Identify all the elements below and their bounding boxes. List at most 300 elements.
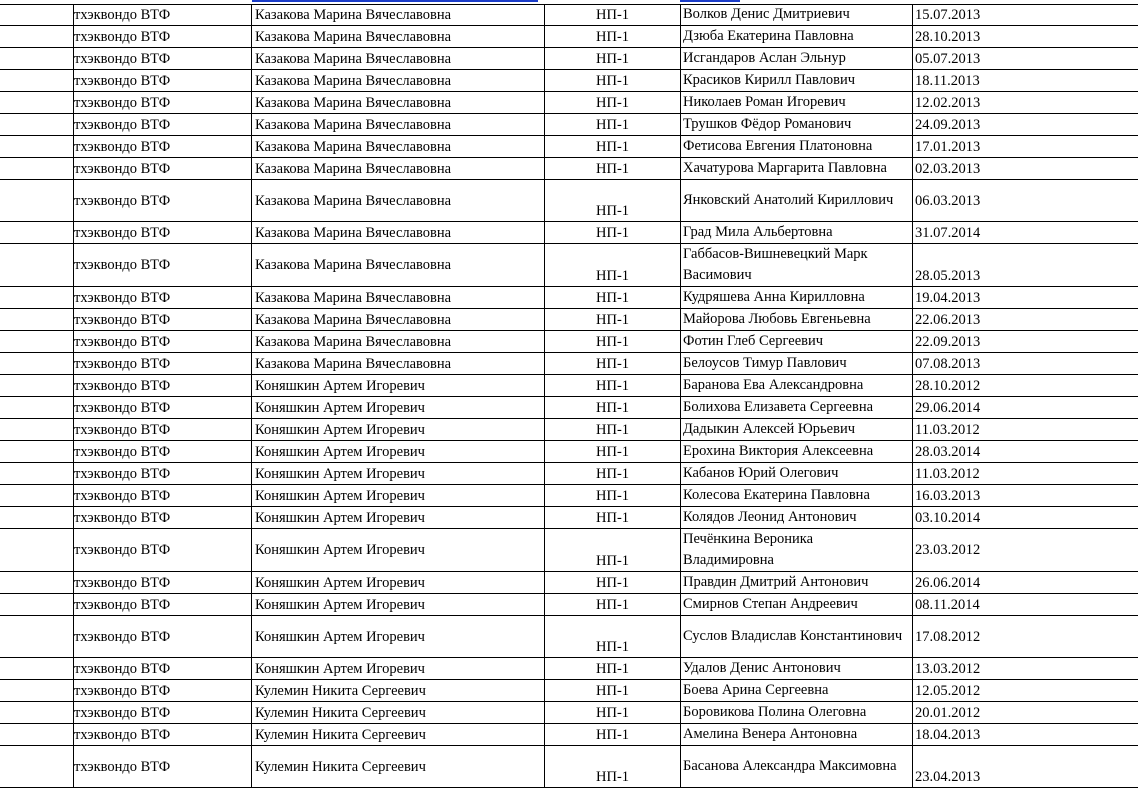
- birth-date-cell[interactable]: 24.09.2013: [913, 114, 1138, 136]
- row-spacer-cell[interactable]: [0, 463, 74, 485]
- empty-cell[interactable]: [545, 746, 597, 788]
- coach-cell[interactable]: Кулемин Никита Сергеевич: [252, 724, 545, 746]
- group-cell[interactable]: НП-1: [596, 114, 681, 136]
- group-cell[interactable]: НП-1: [596, 724, 681, 746]
- athlete-name: Фотин Глеб Сергеевич: [683, 331, 903, 352]
- empty-cell[interactable]: [545, 4, 597, 26]
- athlete-name: Белоусов Тимур Павлович: [683, 353, 903, 374]
- birth-date-cell[interactable]: 20.01.2012: [913, 702, 1138, 724]
- coach-cell[interactable]: Казакова Марина Вячеславовна: [252, 244, 545, 287]
- group-cell[interactable]: НП-1: [596, 529, 681, 572]
- empty-cell[interactable]: [545, 702, 597, 724]
- sport-label: тхэквондо ВТФ: [74, 757, 170, 777]
- row-spacer-cell[interactable]: [0, 309, 74, 331]
- birth-date-cell[interactable]: 26.06.2014: [913, 572, 1138, 594]
- sport-label: тхэквондо ВТФ: [74, 354, 170, 374]
- sport-cell[interactable]: [74, 463, 252, 485]
- athlete-cell[interactable]: [681, 507, 913, 529]
- sport-cell[interactable]: [74, 572, 252, 594]
- empty-cell[interactable]: [545, 724, 597, 746]
- empty-cell[interactable]: [545, 48, 597, 70]
- empty-cell[interactable]: [545, 180, 597, 222]
- sport-label: тхэквондо ВТФ: [74, 725, 170, 745]
- coach-cell[interactable]: Казакова Марина Вячеславовна: [252, 331, 545, 353]
- sport-label: тхэквондо ВТФ: [74, 595, 170, 615]
- athlete-cell[interactable]: [681, 702, 913, 724]
- birth-date-cell[interactable]: 22.09.2013: [913, 331, 1138, 353]
- sport-cell[interactable]: [74, 702, 252, 724]
- sport-cell[interactable]: [74, 441, 252, 463]
- sport-cell[interactable]: [74, 397, 252, 419]
- athlete-name: Правдин Дмитрий Антонович: [683, 572, 903, 593]
- table-row[interactable]: [0, 529, 1138, 572]
- coach-cell[interactable]: Коняшкин Артем Игоревич: [252, 441, 545, 463]
- sport-label: тхэквондо ВТФ: [74, 49, 170, 69]
- table-row[interactable]: [0, 26, 1138, 48]
- row-spacer-cell[interactable]: [0, 70, 74, 92]
- group-cell[interactable]: НП-1: [596, 507, 681, 529]
- table-row[interactable]: [0, 92, 1138, 114]
- group-cell[interactable]: НП-1: [596, 658, 681, 680]
- sport-cell[interactable]: [74, 485, 252, 507]
- sport-cell[interactable]: [74, 244, 252, 287]
- sport-label: тхэквондо ВТФ: [74, 464, 170, 484]
- sport-cell[interactable]: [74, 222, 252, 244]
- empty-cell[interactable]: [545, 26, 597, 48]
- sport-cell[interactable]: [74, 507, 252, 529]
- table-row[interactable]: [0, 658, 1138, 680]
- group-cell[interactable]: НП-1: [596, 485, 681, 507]
- birth-date-cell[interactable]: 18.11.2013: [913, 70, 1138, 92]
- athlete-name: Кудряшева Анна Кирилловна: [683, 287, 903, 308]
- sport-label: тхэквондо ВТФ: [74, 659, 170, 679]
- table-row[interactable]: [0, 48, 1138, 70]
- empty-cell[interactable]: [545, 463, 597, 485]
- athlete-cell[interactable]: [681, 463, 913, 485]
- group-cell[interactable]: НП-1: [596, 331, 681, 353]
- table-row[interactable]: [0, 244, 1138, 287]
- birth-date-cell[interactable]: 28.05.2013: [913, 244, 1138, 287]
- group-cell[interactable]: НП-1: [596, 309, 681, 331]
- cut-off-header-fragment-2: [680, 0, 740, 2]
- empty-cell[interactable]: [545, 419, 597, 441]
- row-spacer-cell[interactable]: [0, 114, 74, 136]
- empty-cell[interactable]: [545, 441, 597, 463]
- sport-label: тхэквондо ВТФ: [74, 376, 170, 396]
- group-cell[interactable]: НП-1: [596, 158, 681, 180]
- empty-cell[interactable]: [545, 594, 597, 616]
- coach-cell[interactable]: Казакова Марина Вячеславовна: [252, 26, 545, 48]
- birth-date-cell[interactable]: 28.10.2012: [913, 375, 1138, 397]
- table-row[interactable]: [0, 441, 1138, 463]
- table-row[interactable]: [0, 724, 1138, 746]
- coach-cell[interactable]: Коняшкин Артем Игоревич: [252, 658, 545, 680]
- sport-label: тхэквондо ВТФ: [74, 420, 170, 440]
- coach-cell[interactable]: Коняшкин Артем Игоревич: [252, 529, 545, 572]
- table-row[interactable]: [0, 180, 1138, 222]
- table-row[interactable]: [0, 702, 1138, 724]
- row-spacer-cell[interactable]: [0, 136, 74, 158]
- row-spacer-cell[interactable]: [0, 397, 74, 419]
- birth-date-cell[interactable]: 11.03.2012: [913, 419, 1138, 441]
- empty-cell[interactable]: [545, 397, 597, 419]
- group-cell[interactable]: НП-1: [596, 222, 681, 244]
- athlete-cell[interactable]: [681, 529, 913, 572]
- row-spacer-cell[interactable]: [0, 26, 74, 48]
- empty-cell[interactable]: [545, 485, 597, 507]
- birth-date-cell[interactable]: 23.03.2012: [913, 529, 1138, 572]
- athlete-cell[interactable]: [681, 4, 913, 26]
- sport-cell[interactable]: [74, 136, 252, 158]
- sport-cell[interactable]: [74, 746, 252, 788]
- row-spacer-cell[interactable]: [0, 529, 74, 572]
- empty-cell[interactable]: [545, 136, 597, 158]
- group-cell[interactable]: НП-1: [596, 353, 681, 375]
- table-row[interactable]: [0, 746, 1138, 788]
- sport-label: тхэквондо ВТФ: [74, 223, 170, 243]
- coach-cell[interactable]: Казакова Марина Вячеславовна: [252, 158, 545, 180]
- group-cell[interactable]: НП-1: [596, 441, 681, 463]
- empty-cell[interactable]: [545, 507, 597, 529]
- sport-label: тхэквондо ВТФ: [74, 442, 170, 462]
- coach-cell[interactable]: Казакова Марина Вячеславовна: [252, 222, 545, 244]
- athlete-cell[interactable]: [681, 746, 913, 788]
- sport-cell[interactable]: [74, 114, 252, 136]
- birth-date-cell[interactable]: 12.02.2013: [913, 92, 1138, 114]
- birth-date-cell[interactable]: 31.07.2014: [913, 222, 1138, 244]
- empty-cell[interactable]: [545, 375, 597, 397]
- sport-cell[interactable]: [74, 70, 252, 92]
- athlete-name: Удалов Денис Антонович: [683, 658, 903, 679]
- coach-cell[interactable]: Кулемин Никита Сергеевич: [252, 702, 545, 724]
- row-spacer-cell[interactable]: [0, 244, 74, 287]
- coach-cell[interactable]: Коняшкин Артем Игоревич: [252, 616, 545, 658]
- athlete-name: Баранова Ева Александровна: [683, 375, 903, 396]
- row-spacer-cell[interactable]: [0, 724, 74, 746]
- coach-cell[interactable]: Коняшкин Артем Игоревич: [252, 397, 545, 419]
- athlete-cell[interactable]: [681, 724, 913, 746]
- group-cell[interactable]: НП-1: [596, 244, 681, 287]
- athlete-cell[interactable]: [681, 441, 913, 463]
- athlete-name: Боровикова Полина Олеговна: [683, 702, 903, 723]
- empty-cell[interactable]: [545, 680, 597, 702]
- birth-date-cell[interactable]: 07.08.2013: [913, 353, 1138, 375]
- group-cell[interactable]: НП-1: [596, 70, 681, 92]
- sport-label: тхэквондо ВТФ: [74, 573, 170, 593]
- group-cell[interactable]: НП-1: [596, 397, 681, 419]
- table-row[interactable]: [0, 331, 1138, 353]
- sport-cell[interactable]: [74, 48, 252, 70]
- row-spacer-cell[interactable]: [0, 680, 74, 702]
- birth-date-cell[interactable]: 15.07.2013: [913, 4, 1138, 26]
- table-row[interactable]: [0, 463, 1138, 485]
- row-spacer-cell[interactable]: [0, 92, 74, 114]
- row-spacer-cell[interactable]: [0, 48, 74, 70]
- coach-cell[interactable]: Кулемин Никита Сергеевич: [252, 680, 545, 702]
- table-row[interactable]: [0, 309, 1138, 331]
- birth-date-cell[interactable]: 05.07.2013: [913, 48, 1138, 70]
- row-spacer-cell[interactable]: [0, 658, 74, 680]
- group-cell[interactable]: НП-1: [596, 92, 681, 114]
- sport-label: тхэквондо ВТФ: [74, 486, 170, 506]
- athlete-name: Красиков Кирилл Павлович: [683, 70, 903, 91]
- birth-date-cell[interactable]: 06.03.2013: [913, 180, 1138, 222]
- coach-cell[interactable]: Коняшкин Артем Игоревич: [252, 572, 545, 594]
- empty-cell[interactable]: [545, 114, 597, 136]
- sport-label: тхэквондо ВТФ: [74, 681, 170, 701]
- athlete-cell[interactable]: [681, 70, 913, 92]
- coach-cell[interactable]: Казакова Марина Вячеславовна: [252, 180, 545, 222]
- birth-date-cell[interactable]: 22.06.2013: [913, 309, 1138, 331]
- sport-cell[interactable]: [74, 158, 252, 180]
- athlete-cell[interactable]: [681, 375, 913, 397]
- athlete-cell[interactable]: [681, 397, 913, 419]
- table-row[interactable]: [0, 680, 1138, 702]
- athlete-cell[interactable]: [681, 26, 913, 48]
- athlete-name: Колядов Леонид Антонович: [683, 507, 903, 528]
- athlete-name: Басанова Александра Максимовна: [683, 756, 903, 777]
- coach-cell[interactable]: Казакова Марина Вячеславовна: [252, 353, 545, 375]
- row-spacer-cell[interactable]: [0, 746, 74, 788]
- row-spacer-cell[interactable]: [0, 4, 74, 26]
- coach-cell[interactable]: Казакова Марина Вячеславовна: [252, 70, 545, 92]
- athlete-name: Боева Арина Сергеевна: [683, 680, 903, 701]
- athlete-name: Град Мила Альбертовна: [683, 222, 903, 243]
- table-row[interactable]: [0, 70, 1138, 92]
- birth-date-cell[interactable]: 11.03.2012: [913, 463, 1138, 485]
- birth-date-cell[interactable]: 17.01.2013: [913, 136, 1138, 158]
- table-row[interactable]: [0, 158, 1138, 180]
- group-cell[interactable]: НП-1: [596, 572, 681, 594]
- table-row[interactable]: [0, 397, 1138, 419]
- birth-date-cell[interactable]: 28.10.2013: [913, 26, 1138, 48]
- sport-label: тхэквондо ВТФ: [74, 93, 170, 113]
- athlete-cell[interactable]: [681, 244, 913, 287]
- sport-label: тхэквондо ВТФ: [74, 398, 170, 418]
- sport-cell[interactable]: [74, 4, 252, 26]
- table-row[interactable]: [0, 507, 1138, 529]
- athlete-cell[interactable]: [681, 594, 913, 616]
- coach-cell[interactable]: Коняшкин Артем Игоревич: [252, 507, 545, 529]
- athlete-cell[interactable]: [681, 331, 913, 353]
- sport-cell[interactable]: [74, 529, 252, 572]
- coach-cell[interactable]: Коняшкин Артем Игоревич: [252, 594, 545, 616]
- sport-cell[interactable]: [74, 331, 252, 353]
- row-spacer-cell[interactable]: [0, 419, 74, 441]
- athlete-cell[interactable]: [681, 180, 913, 222]
- empty-cell[interactable]: [545, 658, 597, 680]
- table-row[interactable]: [0, 375, 1138, 397]
- coach-cell[interactable]: Казакова Марина Вячеславовна: [252, 48, 545, 70]
- group-cell[interactable]: НП-1: [596, 48, 681, 70]
- row-spacer-cell[interactable]: [0, 616, 74, 658]
- athlete-name: Трушков Фёдор Романович: [683, 114, 903, 135]
- athlete-cell[interactable]: [681, 222, 913, 244]
- athletes-table-body: [0, 4, 1138, 788]
- athlete-name: Печёнкина Вероника Владимировна: [683, 529, 903, 571]
- sport-label: тхэквондо ВТФ: [74, 508, 170, 528]
- birth-date-cell[interactable]: 23.04.2013: [913, 746, 1138, 788]
- athlete-name: Исгандаров Аслан Эльнур: [683, 48, 903, 69]
- group-cell[interactable]: НП-1: [596, 375, 681, 397]
- athlete-cell[interactable]: [681, 309, 913, 331]
- athlete-cell[interactable]: [681, 419, 913, 441]
- empty-cell[interactable]: [545, 572, 597, 594]
- group-cell[interactable]: НП-1: [596, 616, 681, 658]
- row-spacer-cell[interactable]: [0, 441, 74, 463]
- athlete-cell[interactable]: [681, 48, 913, 70]
- sport-cell[interactable]: [74, 616, 252, 658]
- athlete-cell[interactable]: [681, 485, 913, 507]
- birth-date-cell[interactable]: 13.03.2012: [913, 658, 1138, 680]
- sport-label: тхэквондо ВТФ: [74, 137, 170, 157]
- row-spacer-cell[interactable]: [0, 507, 74, 529]
- row-spacer-cell[interactable]: [0, 353, 74, 375]
- athlete-cell[interactable]: [681, 658, 913, 680]
- athlete-name: Ерохина Виктория Алексеевна: [683, 441, 903, 462]
- sport-cell[interactable]: [74, 180, 252, 222]
- coach-cell[interactable]: Казакова Марина Вячеславовна: [252, 114, 545, 136]
- group-cell[interactable]: НП-1: [596, 419, 681, 441]
- sport-cell[interactable]: [74, 594, 252, 616]
- sport-cell[interactable]: [74, 92, 252, 114]
- coach-cell[interactable]: Кулемин Никита Сергеевич: [252, 746, 545, 788]
- birth-date-cell[interactable]: 03.10.2014: [913, 507, 1138, 529]
- sport-label: тхэквондо ВТФ: [74, 627, 170, 647]
- coach-cell[interactable]: Коняшкин Артем Игоревич: [252, 375, 545, 397]
- row-spacer-cell[interactable]: [0, 158, 74, 180]
- row-spacer-cell[interactable]: [0, 331, 74, 353]
- sport-label: тхэквондо ВТФ: [74, 115, 170, 135]
- sport-cell[interactable]: [74, 680, 252, 702]
- table-row[interactable]: [0, 616, 1138, 658]
- row-spacer-cell[interactable]: [0, 180, 74, 222]
- athlete-cell[interactable]: [681, 287, 913, 309]
- birth-date-cell[interactable]: 18.04.2013: [913, 724, 1138, 746]
- empty-cell[interactable]: [545, 244, 597, 287]
- coach-cell[interactable]: Коняшкин Артем Игоревич: [252, 463, 545, 485]
- empty-cell[interactable]: [545, 616, 597, 658]
- athlete-name: Николаев Роман Игоревич: [683, 92, 903, 113]
- table-row[interactable]: [0, 594, 1138, 616]
- group-cell[interactable]: НП-1: [596, 702, 681, 724]
- group-cell[interactable]: НП-1: [596, 26, 681, 48]
- athlete-cell[interactable]: [681, 680, 913, 702]
- row-spacer-cell[interactable]: [0, 485, 74, 507]
- group-cell[interactable]: НП-1: [596, 287, 681, 309]
- coach-cell[interactable]: Коняшкин Артем Игоревич: [252, 485, 545, 507]
- empty-cell[interactable]: [545, 158, 597, 180]
- sport-cell[interactable]: [74, 658, 252, 680]
- sport-cell[interactable]: [74, 375, 252, 397]
- empty-cell[interactable]: [545, 287, 597, 309]
- empty-cell[interactable]: [545, 309, 597, 331]
- table-row[interactable]: [0, 287, 1138, 309]
- sport-label: тхэквондо ВТФ: [74, 255, 170, 275]
- row-spacer-cell[interactable]: [0, 375, 74, 397]
- table-row[interactable]: [0, 114, 1138, 136]
- sport-cell[interactable]: [74, 309, 252, 331]
- empty-cell[interactable]: [545, 70, 597, 92]
- table-row[interactable]: [0, 222, 1138, 244]
- coach-cell[interactable]: Казакова Марина Вячеславовна: [252, 92, 545, 114]
- group-cell[interactable]: НП-1: [596, 136, 681, 158]
- table-row[interactable]: [0, 4, 1138, 26]
- athlete-name: Волков Денис Дмитриевич: [683, 4, 903, 25]
- athlete-cell[interactable]: [681, 616, 913, 658]
- sport-cell[interactable]: [74, 353, 252, 375]
- athlete-name: Суслов Владислав Константинович: [683, 626, 903, 647]
- birth-date-cell[interactable]: 28.03.2014: [913, 441, 1138, 463]
- coach-cell[interactable]: Казакова Марина Вячеславовна: [252, 287, 545, 309]
- athlete-cell[interactable]: [681, 136, 913, 158]
- table-row[interactable]: [0, 136, 1138, 158]
- group-cell[interactable]: НП-1: [596, 180, 681, 222]
- athlete-name: Майорова Любовь Евгеньевна: [683, 309, 903, 330]
- group-cell[interactable]: НП-1: [596, 463, 681, 485]
- row-spacer-cell[interactable]: [0, 287, 74, 309]
- empty-cell[interactable]: [545, 222, 597, 244]
- empty-cell[interactable]: [545, 529, 597, 572]
- birth-date-cell[interactable]: 08.11.2014: [913, 594, 1138, 616]
- table-row[interactable]: [0, 353, 1138, 375]
- athlete-name: Кабанов Юрий Олегович: [683, 463, 903, 484]
- empty-cell[interactable]: [545, 331, 597, 353]
- sport-cell[interactable]: [74, 287, 252, 309]
- coach-cell[interactable]: Казакова Марина Вячеславовна: [252, 309, 545, 331]
- row-spacer-cell[interactable]: [0, 594, 74, 616]
- row-spacer-cell[interactable]: [0, 572, 74, 594]
- sport-label: тхэквондо ВТФ: [74, 332, 170, 352]
- athlete-cell[interactable]: [681, 353, 913, 375]
- sport-cell[interactable]: [74, 724, 252, 746]
- row-spacer-cell[interactable]: [0, 702, 74, 724]
- birth-date-cell[interactable]: 02.03.2013: [913, 158, 1138, 180]
- athlete-name: Дадыкин Алексей Юрьевич: [683, 419, 903, 440]
- sport-label: тхэквондо ВТФ: [74, 191, 170, 211]
- table-row[interactable]: [0, 419, 1138, 441]
- athlete-name: Колесова Екатерина Павловна: [683, 485, 903, 506]
- table-row[interactable]: [0, 485, 1138, 507]
- birth-date-cell[interactable]: 29.06.2014: [913, 397, 1138, 419]
- athlete-cell[interactable]: [681, 158, 913, 180]
- birth-date-cell[interactable]: 19.04.2013: [913, 287, 1138, 309]
- sport-label: тхэквондо ВТФ: [74, 5, 170, 25]
- sport-label: тхэквондо ВТФ: [74, 27, 170, 47]
- sport-cell[interactable]: [74, 419, 252, 441]
- table-row[interactable]: [0, 572, 1138, 594]
- athlete-cell[interactable]: [681, 92, 913, 114]
- row-spacer-cell[interactable]: [0, 222, 74, 244]
- athlete-cell[interactable]: [681, 114, 913, 136]
- empty-cell[interactable]: [545, 92, 597, 114]
- sport-label: тхэквондо ВТФ: [74, 71, 170, 91]
- birth-date-cell[interactable]: 16.03.2013: [913, 485, 1138, 507]
- birth-date-cell[interactable]: 17.08.2012: [913, 616, 1138, 658]
- empty-cell[interactable]: [545, 353, 597, 375]
- birth-date-cell[interactable]: 12.05.2012: [913, 680, 1138, 702]
- athlete-name: Смирнов Степан Андреевич: [683, 594, 903, 615]
- group-cell[interactable]: НП-1: [596, 680, 681, 702]
- coach-cell[interactable]: Коняшкин Артем Игоревич: [252, 419, 545, 441]
- group-cell[interactable]: НП-1: [596, 4, 681, 26]
- sport-cell[interactable]: [74, 26, 252, 48]
- group-cell[interactable]: НП-1: [596, 594, 681, 616]
- coach-cell[interactable]: Казакова Марина Вячеславовна: [252, 4, 545, 26]
- athlete-cell[interactable]: [681, 572, 913, 594]
- coach-cell[interactable]: Казакова Марина Вячеславовна: [252, 136, 545, 158]
- group-cell[interactable]: НП-1: [596, 746, 681, 788]
